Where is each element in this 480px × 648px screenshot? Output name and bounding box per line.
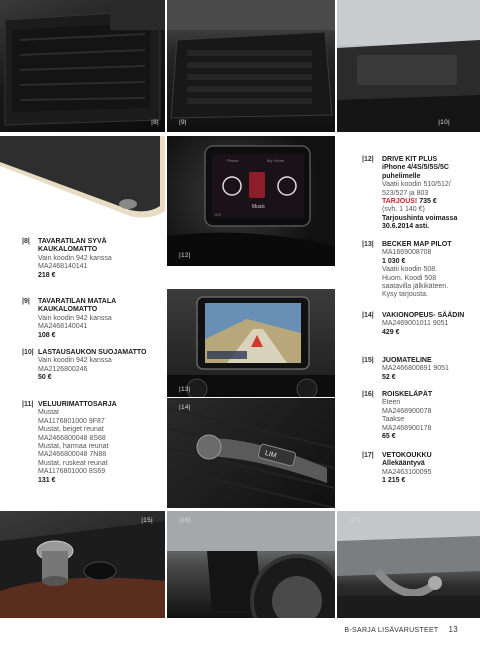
item-line: Mustat, harmaa reunat: [38, 443, 109, 451]
item-price: 131 €: [38, 476, 56, 484]
screen-label-phone: Phone: [227, 158, 239, 163]
item-subtitle: puhelimelle: [382, 172, 421, 180]
photo-drive-kit-screen: [167, 136, 335, 266]
item-number: |8|: [22, 238, 30, 245]
item-line: 523/527 ja 803: [382, 189, 429, 197]
item-9: [22, 298, 157, 340]
item-line: (svh. 1 140 €): [382, 206, 425, 214]
photo-tag-12: |12|: [179, 252, 191, 259]
item-number: |9|: [22, 298, 30, 305]
item-title: LASTAUSAUKON SUOJAMATTO: [38, 349, 147, 356]
item-code: MA2468140041: [38, 323, 88, 331]
item-line: saatavilla jälkikäteen.: [382, 283, 449, 291]
item-price: 735 €: [417, 198, 437, 206]
item-code: MA2468900178: [382, 424, 432, 432]
item-13: [362, 241, 472, 300]
cargo-tray-flat-illustration: [167, 0, 335, 132]
item-number: |13|: [362, 241, 374, 248]
item-title: TAVARATILAN MATALA KAUKALOMATTO: [38, 298, 116, 314]
offer-label: TARJOUS!: [382, 198, 418, 206]
page-number: 13: [448, 625, 458, 634]
photo-becker-map-pilot: [167, 289, 335, 397]
item-code: MA2468900078: [382, 407, 432, 415]
item-10: [22, 349, 157, 383]
item-price: 218 €: [38, 271, 56, 279]
item-15: [362, 357, 472, 382]
item-line: Vain koodin 942 kanssa: [38, 314, 112, 322]
item-code: MA2466800048 8S68: [38, 434, 106, 442]
item-number: |16|: [362, 391, 374, 398]
item-number: |14|: [362, 312, 374, 319]
photo-tag-14: |14|: [179, 404, 191, 411]
screen-label-home: My Home: [267, 158, 285, 163]
item-price: 50 €: [38, 374, 52, 382]
page-footer: [344, 625, 458, 634]
item-price: 108 €: [38, 331, 56, 339]
item-title: TAVARATILAN SYVÄ KAUKALOMATTO: [38, 238, 107, 254]
item-title: JUOMATELINE: [382, 357, 432, 364]
item-title: VELUURIMATTOSARJA: [38, 401, 117, 408]
item-code: MA2469001011 9051: [382, 320, 449, 328]
item-code: MA2468140141: [38, 263, 88, 271]
item-line: Taakse: [382, 416, 405, 424]
item-code: MA2466800891 9051: [382, 365, 449, 373]
item-title: ROISKELÄPÄT: [382, 391, 433, 398]
mud-flaps-illustration: [167, 511, 335, 618]
item-line: Kysy tarjousta.: [382, 291, 428, 299]
item-line: Mustat, ruskeat reunat: [38, 459, 108, 467]
item-price: 65 €: [382, 433, 396, 441]
item-line: Huom. Koodi 508: [382, 274, 437, 282]
lim-label: LIM: [264, 449, 278, 460]
item-16: [362, 391, 472, 441]
photo-tag-13: |13|: [179, 386, 191, 393]
cup-holder-illustration: [0, 511, 165, 618]
velour-mat-illustration: [0, 136, 165, 226]
map-pilot-illustration: [167, 289, 335, 397]
photo-mud-flaps: [167, 511, 335, 618]
item-8: [22, 238, 157, 280]
item-line: Vaatii koodin 510/512/: [382, 181, 451, 189]
item-code: MA1669008708: [382, 249, 432, 257]
item-line: Vain koodin 942 kanssa: [38, 254, 112, 262]
cargo-tray-deep-illustration: [0, 0, 165, 132]
footer-label: B-SARJA LISÄVARUSTEET: [344, 627, 439, 634]
offer-validity-date: 30.6.2014 asti.: [382, 223, 430, 231]
drive-kit-screen-illustration: [167, 136, 335, 266]
photo-tag-16: |16|: [179, 517, 191, 524]
item-title: VAKIONOPEUS- SÄÄDIN: [382, 312, 465, 319]
item-number: |11|: [22, 401, 34, 408]
photo-loading-sill-mat: [337, 0, 480, 132]
item-price: 429 €: [382, 328, 400, 336]
item-line: Vaatii koodin 508.: [382, 266, 438, 274]
photo-tag-17: |17|: [349, 517, 361, 524]
item-number: |15|: [362, 357, 374, 364]
screen-label-music: Music: [252, 204, 266, 210]
item-12: [362, 156, 472, 232]
screen-label-page: 2/3: [215, 212, 221, 217]
item-number: |17|: [362, 452, 374, 459]
item-number: |10|: [22, 349, 34, 356]
item-17: [362, 452, 472, 486]
item-14: [362, 312, 472, 337]
item-number: |12|: [362, 156, 374, 163]
item-11: [22, 401, 157, 485]
item-code: MA1176801000 9F87: [38, 417, 105, 425]
item-price: 52 €: [382, 373, 396, 381]
item-line: Eteen: [382, 399, 401, 407]
photo-tag-10: |10|: [438, 119, 450, 126]
item-title: VETOKOUKKU: [382, 452, 432, 459]
photo-cruise-control: [167, 398, 335, 508]
photo-tag-8: |8|: [151, 119, 159, 126]
photo-cargo-tray-deep: [0, 0, 165, 132]
loading-sill-mat-illustration: [337, 0, 480, 132]
item-price: 1 215 €: [382, 477, 406, 485]
photo-tag-9: |9|: [179, 119, 187, 126]
photo-tow-bar: [337, 511, 480, 618]
offer-validity: Tarjoushinta voimassa: [382, 214, 458, 222]
photo-cargo-tray-flat: [167, 0, 335, 132]
item-title: BECKER MAP PILOT: [382, 241, 452, 248]
item-code: MA2463100095: [382, 468, 432, 476]
item-line: Mustat: [38, 409, 60, 417]
item-code: MA2466800048 7N88: [38, 451, 107, 459]
photo-tag-15: |15|: [141, 517, 153, 524]
item-line: Vain koodin 942 kanssa: [38, 357, 112, 365]
item-line: Mustat, beiget reunat: [38, 426, 104, 434]
item-code: MA2126800246: [38, 365, 88, 373]
photo-velour-mat: [0, 136, 165, 226]
item-title: DRIVE KIT PLUS: [382, 156, 438, 163]
item-subtitle: Allekääntyvä: [382, 460, 425, 468]
photo-cup-holder: [0, 511, 165, 618]
item-code: MA1176801000 8S69: [38, 468, 106, 476]
photo-tag-11: |11|: [147, 140, 159, 147]
item-price: 1 030 €: [382, 257, 406, 265]
tow-bar-illustration: [337, 511, 480, 618]
cruise-control-illustration: [167, 398, 335, 508]
item-subtitle: iPhone 4/4S/5/5S/5C: [382, 164, 449, 172]
